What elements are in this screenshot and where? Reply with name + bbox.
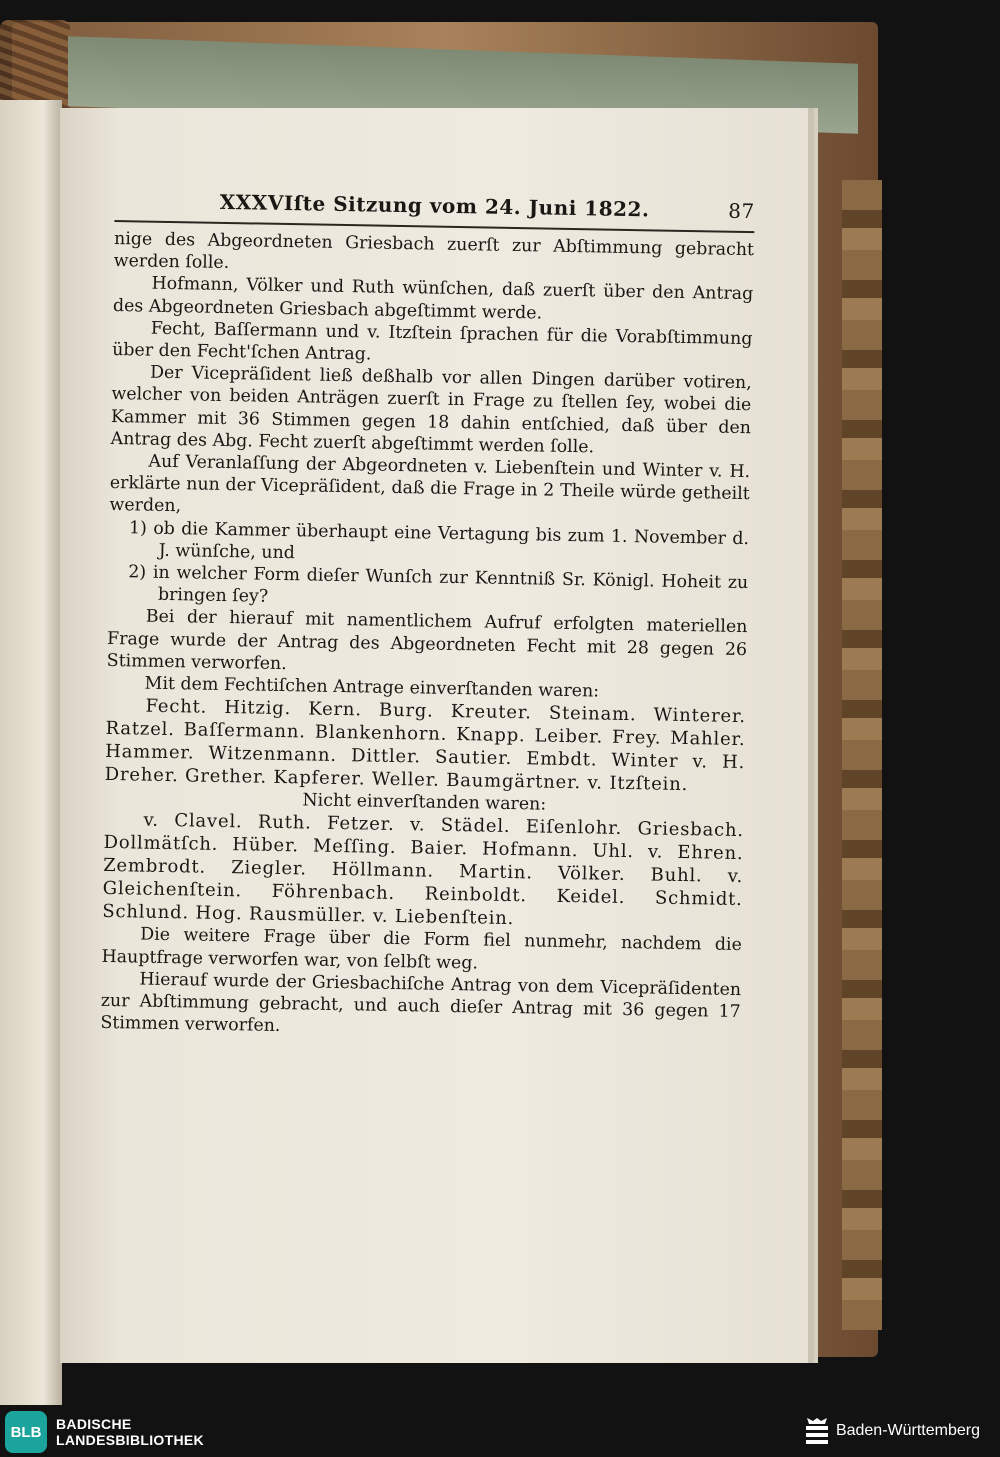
paragraph: Hofmann, Völker und Ruth wünſchen, daß zuerſt über den Antrag des Abgeordneten Griesbach abgeſtimmt werde. — [112, 274, 754, 324]
cover-edge — [842, 180, 882, 1330]
book-page — [60, 108, 808, 1363]
library-name[interactable] — [56, 1416, 204, 1448]
viewer-footer — [0, 1405, 1000, 1457]
paragraph: Die weitere Frage über die Form fiel nunmehr, nachdem die Hauptfrage verworfen war, von ſelbſt weg. — [101, 925, 743, 974]
left-page — [0, 100, 62, 1405]
page-header-title: XXXVIſte Sitzung vom 24. Juni 1822. — [219, 189, 650, 222]
section-heading: Nicht einverſtanden waren: — [302, 790, 547, 815]
disagree-name-list: v. Clavel. Ruth. Fetzer. v. Städel. Eiſenlohr. Griesbach. Dollmätſch. Hüber. Meſſing. Baier. Hofmann. Uhl. v. Ehren. Zembrodt. Ziegler. Höllmann. Martin. Völker. Buhl. v. Gleichenſtein. Föhrenbach. Reinboldt. Keidel. Schmidt. Schlund. Hog. Rausmüller. v. Liebenſtein. — [102, 810, 745, 930]
paragraph: Hierauf wurde der Griesbachiſche Antrag von dem Vicepräſidenten zur Abſtimmung gebracht, und auch dieſer Antrag mit 36 gegen 17 Stimmen verworfen. — [100, 969, 742, 1037]
blb-logo[interactable]: BLB — [5, 1411, 47, 1453]
state-coat-of-arms-icon — [804, 1414, 830, 1448]
state-name[interactable]: Baden-Württemberg — [835, 1422, 980, 1439]
paragraph: Der Vicepräſident ließ deßhalb vor allen Dingen darüber votiren, welcher von beiden Anträgen zuerſt in Frage zu ſtellen ſey, wobei die Kammer mit 36 Stimmen gegen 18 dahin entſchied, daß über den Antrag des Abg. Fecht zuerſt abgeſtimmt werden ſolle. — [110, 362, 752, 458]
library-name-line: LANDESBIBLIOTHEK — [56, 1432, 204, 1448]
library-name-line: BADISCHE — [56, 1416, 132, 1432]
agree-name-list: Fecht. Hitzig. Kern. Burg. Kreuter. Steinam. Winterer. Ratzel. Baſſermann. Blankenhorn. Knapp. Leiber. Frey. Mahler. Hammer. Witzenmann. Dittler. Sautier. Embdt. Winter v. H. Dreher. Grether. Kapferer. Weller. Baumgärtner. v. Itzſtein. — [104, 695, 747, 796]
page-text — [100, 188, 755, 1046]
paragraph: nige des Abgeordneten Griesbach zuerſt zur Abſtimmung gebracht werden ſolle. — [113, 228, 755, 274]
running-header — [220, 190, 755, 223]
section-heading: Mit dem Fechtiſchen Antrage einverſtanden waren: — [144, 673, 600, 702]
paragraph: Bei der hierauf mit namentlichem Aufruf erfolgten materiellen Frage wurde der Antrag des Abgeordneten Fecht mit 28 gegen 26 Stimmen verworfen. — [106, 607, 748, 674]
paragraph: Fecht, Baſſermann und v. Itzſtein ſprachen für die Vorabſtimmung über den Fecht'ſchen Antrag. — [111, 318, 753, 365]
list-item: 2) in welcher Form dieſer Wunſch zur Kenntniß Sr. Königl. Hoheit zu bringen ſey? — [128, 562, 749, 607]
list-item: 1) ob die Kammer überhaupt eine Vertagung bis zum 1. November d. J. wünſche, und — [128, 517, 750, 564]
paragraph: Auf Veranlaſſung der Abgeordneten v. Liebenſtein und Winter v. H. erklärte nun der Vicepräſident, daß die Frage in 2 Theile würde getheilt werden, — [109, 451, 751, 517]
page-number: 87 — [728, 198, 755, 224]
